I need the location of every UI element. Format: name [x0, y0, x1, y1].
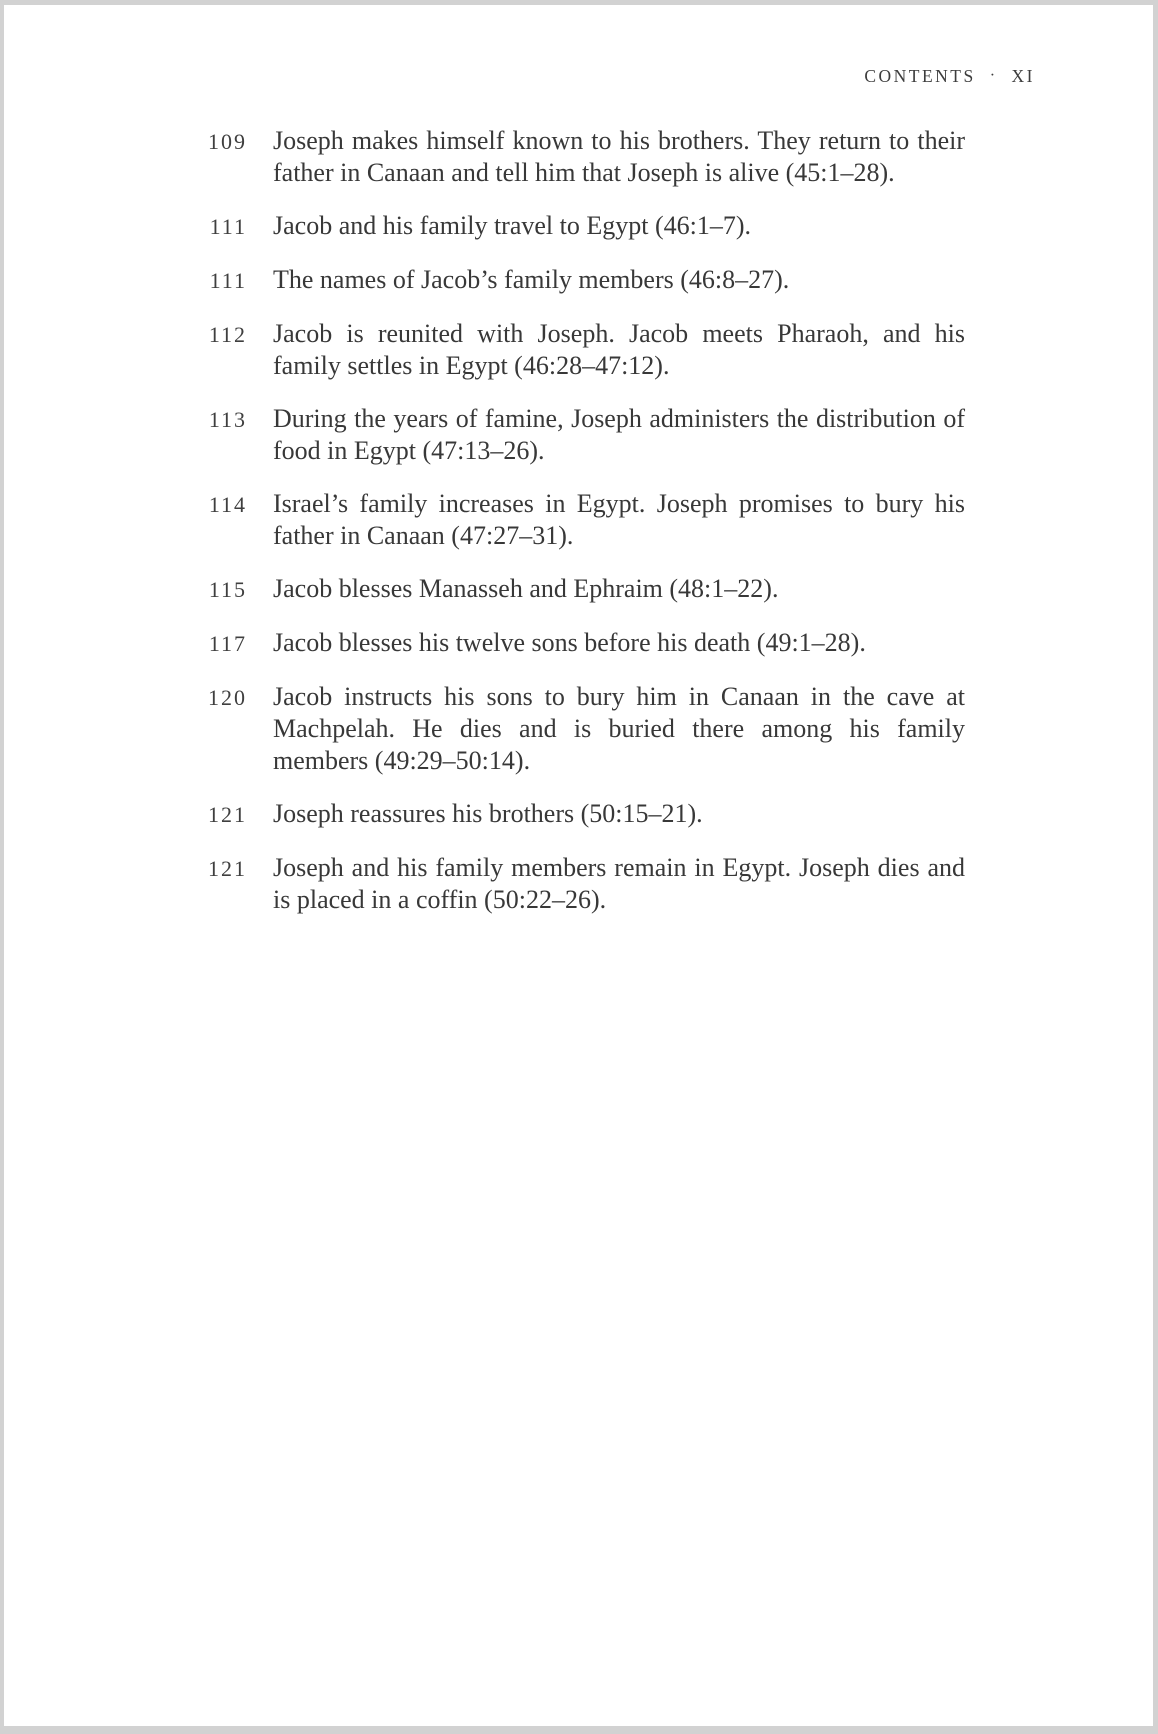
toc-entry-text: Israel’s family increases in Egypt. Joseph promises to bury his father in Canaan (47:27–31). [273, 489, 965, 550]
toc-entry-text: Joseph makes himself known to his brothers. They return to their father in Canaan and tell him that Joseph is alive (45:1–28). [273, 126, 965, 187]
toc-entry-page: 111 [209, 214, 247, 239]
toc-entry-text: The names of Jacob’s family members (46:8–27). [273, 265, 790, 294]
toc-entry-text: Joseph and his family members remain in Egypt. Joseph dies and is placed in a coffin (50:22–26). [273, 853, 965, 914]
toc-entry [183, 488, 965, 552]
toc-entry-page: 117 [208, 631, 247, 656]
running-head-folio: XI [1011, 66, 1035, 86]
toc-entry-page: 115 [208, 577, 247, 602]
toc-entry-text: Joseph reassures his brothers (50:15–21). [273, 799, 703, 828]
toc-entry-page: 109 [208, 129, 247, 154]
toc-entry [183, 403, 965, 467]
toc-entry [183, 852, 965, 916]
toc-entry-page: 114 [208, 492, 247, 517]
toc-entry [183, 681, 965, 777]
toc-entry-text: Jacob and his family travel to Egypt (46:1–7). [273, 211, 752, 240]
toc-entry [183, 210, 965, 243]
toc-entry-page: 112 [208, 322, 247, 347]
toc-entry [183, 318, 965, 382]
running-head-section: CONTENTS [864, 66, 976, 86]
toc-entry-page: 121 [208, 856, 247, 881]
toc-entry [183, 627, 965, 660]
toc-entry-page: 113 [208, 407, 247, 432]
running-head-separator: · [989, 67, 998, 84]
toc-list [183, 125, 965, 937]
toc-entry-text: During the years of famine, Joseph administers the distribution of food in Egypt (47:13–26). [273, 404, 965, 465]
book-page [4, 5, 1153, 1726]
toc-entry [183, 125, 965, 189]
toc-entry-text: Jacob blesses his twelve sons before his death (49:1–28). [273, 628, 866, 657]
running-head [864, 66, 1035, 87]
toc-entry [183, 573, 965, 606]
toc-entry-text: Jacob instructs his sons to bury him in Canaan in the cave at Machpelah. He dies and is buried there among his family members (49:29–50:14). [273, 682, 965, 775]
toc-entry [183, 798, 965, 831]
toc-entry-text: Jacob is reunited with Joseph. Jacob meets Pharaoh, and his family settles in Egypt (46:28–47:12). [273, 319, 965, 380]
toc-entry-page: 111 [209, 268, 247, 293]
toc-entry-text: Jacob blesses Manasseh and Ephraim (48:1–22). [273, 574, 779, 603]
toc-entry-page: 121 [208, 802, 247, 827]
toc-entry-page: 120 [208, 685, 247, 710]
toc-entry [183, 264, 965, 297]
